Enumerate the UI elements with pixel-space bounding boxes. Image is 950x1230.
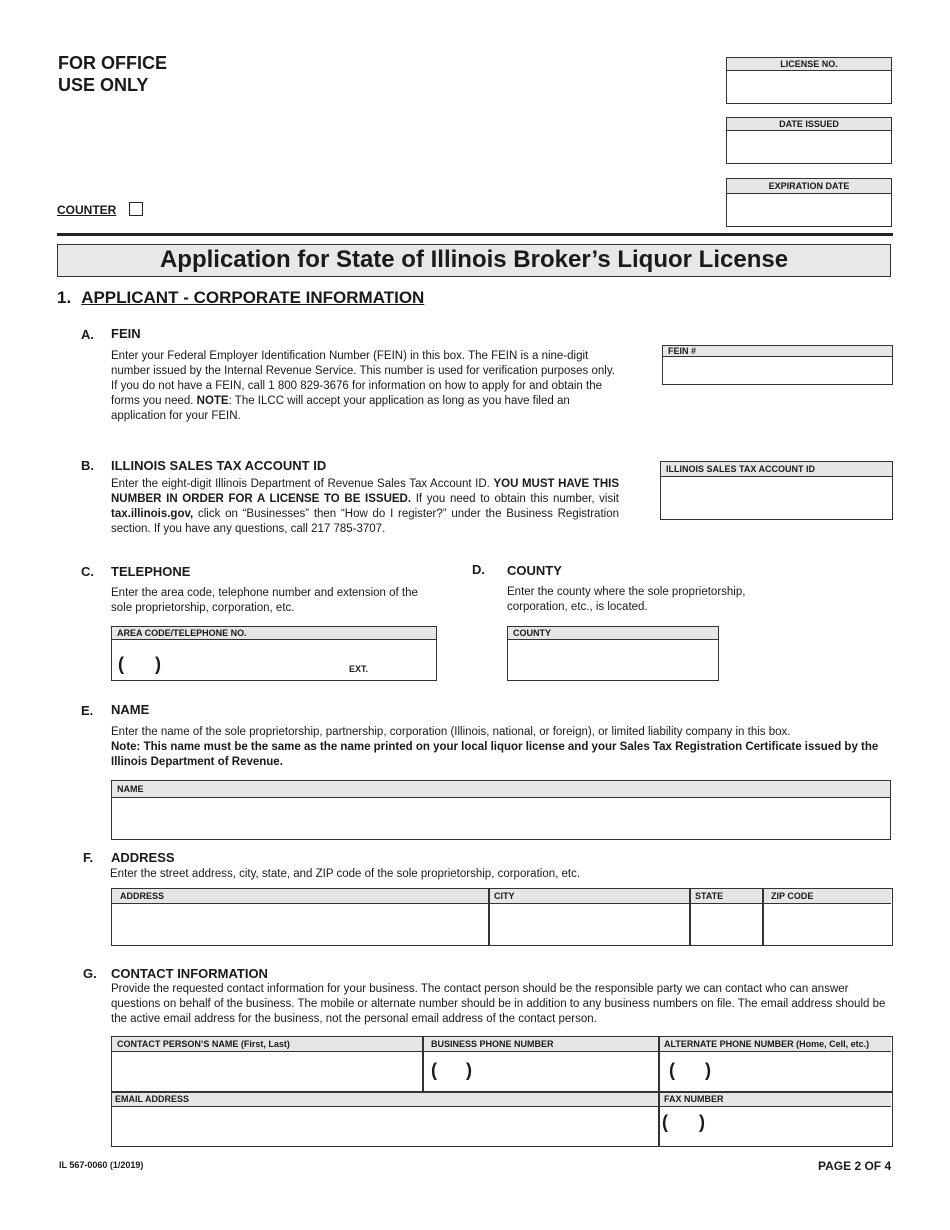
page-number: PAGE 2 OF 4 [818, 1159, 892, 1173]
fein-heading: FEIN [111, 326, 141, 341]
contact-grid [111, 1036, 893, 1147]
fax-paren-close: ) [699, 1112, 705, 1132]
alternate-phone-label: ALTERNATE PHONE NUMBER (Home, Cell, etc.) [659, 1037, 891, 1052]
city-field[interactable] [489, 889, 690, 945]
office-use-line2: USE ONLY [58, 75, 149, 95]
sales-tax-heading: ILLINOIS SALES TAX ACCOUNT ID [111, 458, 327, 473]
county-field-label: COUNTY [508, 627, 718, 640]
telephone-instructions: Enter the area code, telephone number and extension of the sole proprietorship, corporation, etc. [111, 587, 418, 614]
sales-tax-text1: Enter the eight-digit Illinois Department of Revenue Sales Tax Account ID. [111, 478, 494, 490]
telephone-paren-close: ) [155, 654, 161, 674]
business-phone-paren-close: ) [466, 1060, 472, 1080]
name-instructions: Enter the name of the sole proprietorship, partnership, corporation (Illinois, national, or foreign), or limited liability company in this box. [111, 726, 791, 738]
contact-divider [422, 1037, 424, 1092]
sales-tax-instructions [111, 477, 619, 537]
contact-letter: G. [83, 966, 97, 981]
email-label: EMAIL ADDRESS [112, 1092, 659, 1107]
fein-note-label: NOTE [196, 395, 229, 407]
state-field[interactable] [690, 889, 763, 945]
section-1-heading [57, 288, 424, 308]
expiration-date-label: EXPIRATION DATE [727, 179, 891, 194]
business-phone-field[interactable] [423, 1037, 659, 1092]
alternate-phone-field[interactable] [659, 1037, 891, 1092]
counter-checkbox[interactable] [129, 202, 143, 216]
zip-code-field[interactable] [763, 889, 891, 945]
fein-instructions [111, 349, 621, 424]
sales-tax-site: tax.illinois.gov, [111, 508, 194, 520]
fein-letter: A. [81, 327, 94, 342]
expiration-date-field[interactable] [726, 178, 892, 227]
telephone-heading: TELEPHONE [111, 564, 191, 579]
street-address-field[interactable] [112, 889, 489, 945]
fein-text: Enter your Federal Employer Identification Number (FEIN) in this box. The FEIN is a nine-digit number issued by the Internal Revenue Service. This number is used for verification purposes only. If you do not have a FEIN, call 1 800 829-3676 for information on how to apply for and obtain the forms you need. [111, 350, 615, 407]
section-1-number: 1. [57, 288, 72, 307]
sales-tax-letter: B. [81, 458, 94, 473]
sales-tax-text2: If you need to obtain this number, visit [411, 493, 619, 505]
section-1-title: APPLICANT - CORPORATE INFORMATION [81, 288, 425, 307]
address-divider [689, 889, 691, 945]
date-issued-field[interactable] [726, 117, 892, 164]
license-no-field[interactable] [726, 57, 892, 104]
office-use-heading [58, 52, 167, 96]
fax-label: FAX NUMBER [659, 1092, 891, 1107]
county-letter: D. [472, 562, 485, 577]
fein-note-text: : The ILCC will accept your application as long as you have filed an application for your FEIN. [111, 395, 570, 422]
business-phone-paren-open: ( [431, 1060, 437, 1080]
telephone-field[interactable] [111, 626, 437, 681]
state-label: STATE [690, 889, 763, 904]
telephone-field-label: AREA CODE/TELEPHONE NO. [112, 627, 436, 640]
business-phone-label: BUSINESS PHONE NUMBER [423, 1037, 659, 1052]
address-divider [488, 889, 490, 945]
county-instructions: Enter the county where the sole proprietorship, corporation, etc., is located. [507, 586, 746, 613]
telephone-paren-open: ( [118, 654, 124, 674]
name-field[interactable] [111, 780, 891, 840]
county-field[interactable] [507, 626, 719, 681]
sales-tax-bold: YOU MUST HAVE THIS NUMBER IN ORDER FOR A LICENSE TO BE ISSUED. [111, 478, 619, 505]
contact-divider [658, 1037, 660, 1146]
telephone-ext-label: EXT. [349, 664, 369, 674]
alternate-phone-paren-open: ( [669, 1060, 675, 1080]
name-heading: NAME [111, 702, 150, 717]
email-field[interactable] [112, 1092, 659, 1146]
contact-name-label: CONTACT PERSON’S NAME (First, Last) [112, 1037, 423, 1052]
address-divider [762, 889, 764, 945]
address-instructions: Enter the street address, city, state, and ZIP code of the sole proprietorship, corporation, etc. [110, 868, 581, 880]
license-no-label: LICENSE NO. [727, 58, 891, 71]
contact-row-divider [112, 1091, 892, 1093]
address-letter: F. [83, 850, 94, 865]
name-letter: E. [81, 703, 94, 718]
street-address-label: ADDRESS [112, 889, 489, 904]
name-field-label: NAME [112, 781, 890, 798]
contact-heading: CONTACT INFORMATION [111, 966, 268, 981]
telephone-letter: C. [81, 564, 94, 579]
fein-field[interactable] [662, 345, 893, 385]
county-heading: COUNTY [507, 563, 562, 578]
form-id: IL 567-0060 (1/2019) [59, 1160, 144, 1170]
address-grid [111, 888, 893, 946]
header-rule [57, 233, 893, 236]
alternate-phone-paren-close: ) [705, 1060, 711, 1080]
date-issued-label: DATE ISSUED [727, 118, 891, 131]
contact-name-field[interactable] [112, 1037, 423, 1092]
fein-field-label: FEIN # [663, 346, 892, 357]
form-title: Application for State of Illinois Broker’s Liquor License [57, 244, 891, 277]
sales-tax-field[interactable] [660, 461, 893, 520]
fax-field[interactable] [659, 1092, 891, 1146]
counter-label: COUNTER [57, 203, 117, 217]
sales-tax-text3: click on “Businesses” then “How do I register?” under the Business Registration section. If you have any questions, call 217 785-3707. [111, 508, 619, 535]
name-note: Note: This name must be the same as the name printed on your local liquor license and your Sales Tax Registration Certificate issued by the Illinois Department of Revenue. [111, 741, 879, 768]
office-use-line1: FOR OFFICE [58, 53, 167, 73]
zip-code-label: ZIP CODE [763, 889, 891, 904]
address-heading: ADDRESS [111, 850, 175, 865]
sales-tax-field-label: ILLINOIS SALES TAX ACCOUNT ID [661, 462, 892, 477]
city-label: CITY [489, 889, 690, 904]
contact-instructions: Provide the requested contact information for your business. The contact person should be the responsible party we can contact who can answer questions on behalf of the business. The mobile or alternate number should be in addition to any business numbers on file. The email address should be the active email address for the business, not the personal email address of the contact person. [111, 983, 886, 1025]
fax-paren-open: ( [662, 1112, 668, 1132]
